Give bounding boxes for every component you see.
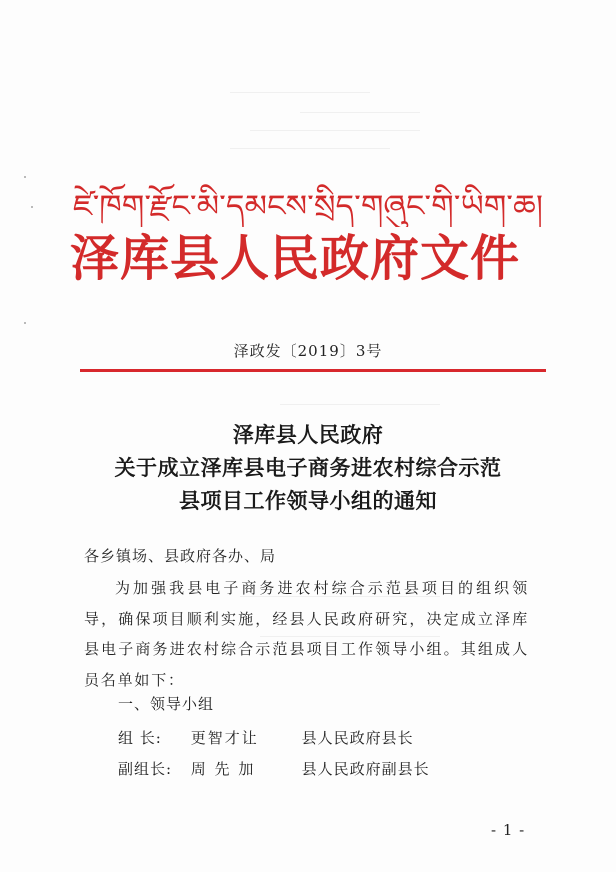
member-row xyxy=(118,758,430,780)
section-heading: 一、领导小组 xyxy=(118,695,215,713)
addressee: 各乡镇场、县政府各办、局 xyxy=(84,547,277,565)
show-through-line xyxy=(280,404,440,405)
scan-speck xyxy=(24,322,26,324)
notice-title-line-3: 县项目工作领导小组的通知 xyxy=(179,488,437,513)
member-row xyxy=(118,727,414,749)
tibetan-header-text: ཛེ་ཁོག་རྫོང་མི་དམངས་སྲིད་གཞུང་གི་ཡིག་ཆ། xyxy=(73,189,513,224)
member-role: 副组长: xyxy=(118,760,173,778)
notice-title-line-2: 关于成立泽库县电子商务进农村综合示范 xyxy=(114,455,502,480)
notice-title xyxy=(0,418,616,517)
member-name: 更智才让 xyxy=(190,729,259,747)
show-through-line xyxy=(230,92,370,93)
member-role: 组 长: xyxy=(118,729,162,747)
member-name: 周 先 加 xyxy=(190,760,256,778)
show-through-line xyxy=(250,130,420,131)
scan-speck xyxy=(24,176,26,178)
show-through-line xyxy=(230,148,390,149)
document-number: 泽政发〔2019〕3号 xyxy=(233,342,383,360)
show-through-line xyxy=(300,112,420,113)
body-paragraph: 为加强我县电子商务进农村综合示范县项目的组织领导，确保项目顺利实施，经县人民政府研究，决定成立泽库县电子商务进农村综合示范县项目工作领导小组。其组成人员名单如下： xyxy=(84,579,529,689)
member-position: 县人民政府副县长 xyxy=(301,760,430,778)
scan-speck xyxy=(31,206,33,208)
page-number: - 1 - xyxy=(491,821,526,839)
tibetan-header xyxy=(70,183,546,227)
header-title: 泽库县人民政府文件 xyxy=(70,229,521,287)
member-position: 县人民政府县长 xyxy=(301,729,414,747)
red-divider xyxy=(80,369,546,372)
notice-title-line-1: 泽库县人民政府 xyxy=(232,422,384,447)
